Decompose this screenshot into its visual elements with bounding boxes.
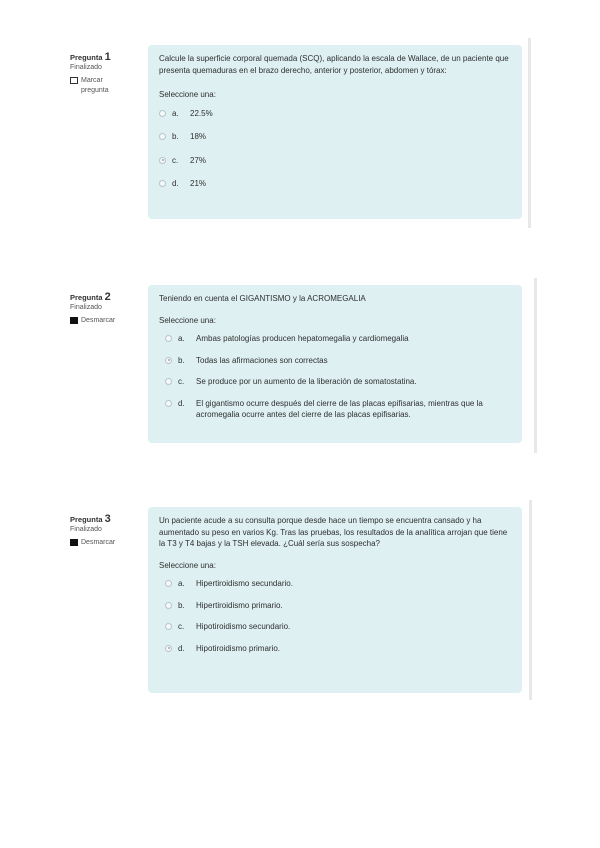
flag-outline-icon (70, 77, 78, 84)
question-state: Finalizado (70, 526, 102, 533)
answer-option-d[interactable]: d. El gigantismo ocurre después del cierre de las placas epifisarias, mientras que la acromegalia ocurre antes del cierre de las placas epifisarias. (165, 398, 512, 421)
answer-option-b[interactable]: b. Hipertiroidismo primario. (165, 600, 512, 612)
unflag-question-button[interactable] (70, 538, 138, 548)
radio-button[interactable] (165, 623, 172, 630)
radio-button[interactable] (165, 378, 172, 385)
select-prompt: Seleccione una: (159, 90, 216, 99)
question-info (70, 52, 138, 96)
question-text: Teniendo en cuenta el GIGANTISMO y la ACROMEGALIA (159, 294, 366, 303)
unflag-question-button[interactable] (70, 316, 138, 326)
question-text: Un paciente acude a su consulta porque desde hace un tiempo se encuentra cansado y ha aumentado su peso en varios Kg. Tras las pruebas, los resultados de la analítica arrojan que tiene la T3 y T4 bajas y la TSH elevada. ¿Cuál sería sus sospecha? (159, 516, 508, 548)
answer-option-c[interactable]: c. Hipotiroidismo secundario. (165, 621, 512, 633)
answer-option-a[interactable]: a. Ambas patologías producen hepatomegalia y cardiomegalia (165, 333, 512, 345)
answer-list (159, 333, 512, 421)
radio-button[interactable] (165, 400, 172, 407)
question-1 (70, 45, 532, 221)
answer-option-c[interactable]: c. 27% (159, 155, 512, 167)
radio-button[interactable] (159, 133, 166, 140)
question-number: Pregunta 2 (70, 291, 111, 303)
scroll-edge (534, 278, 537, 453)
question-content (148, 285, 522, 443)
radio-button-selected[interactable] (165, 357, 172, 364)
select-prompt: Seleccione una: (159, 315, 216, 325)
scroll-edge (528, 38, 531, 228)
radio-button[interactable] (165, 602, 172, 609)
answer-option-d[interactable]: d. 21% (159, 178, 512, 190)
answer-list (159, 578, 512, 654)
radio-button[interactable] (159, 180, 166, 187)
question-2 (70, 285, 532, 445)
flag-label: Desmarcar (81, 539, 116, 546)
question-info (70, 292, 138, 326)
flag-label: Desmarcar (81, 317, 116, 324)
scroll-edge (529, 500, 532, 700)
question-number: Pregunta 1 (70, 51, 111, 63)
flag-filled-icon (70, 317, 78, 324)
answer-option-d[interactable]: d. Hipotiroidismo primario. (165, 643, 512, 655)
question-state: Finalizado (70, 64, 102, 71)
radio-button-selected[interactable] (159, 157, 166, 164)
question-info (70, 514, 138, 548)
question-state: Finalizado (70, 304, 102, 311)
question-text: Calcule la superficie corporal quemada (SCQ), aplicando la escala de Wallace, de un paciente que presenta quemaduras en el brazo derecho, anterior y posterior, abdomen y tórax: (159, 54, 509, 75)
answer-option-c[interactable]: c. Se produce por un aumento de la liberación de somatostatina. (165, 376, 512, 388)
radio-button[interactable] (159, 110, 166, 117)
radio-button[interactable] (165, 335, 172, 342)
flag-question-button[interactable] (70, 76, 138, 96)
question-content (148, 45, 522, 219)
question-3 (70, 507, 532, 693)
select-prompt: Seleccione una: (159, 560, 216, 570)
answer-list (159, 108, 512, 190)
answer-option-a[interactable]: a. Hipertiroidismo secundario. (165, 578, 512, 590)
radio-button-selected[interactable] (165, 645, 172, 652)
question-number: Pregunta 3 (70, 513, 111, 525)
flag-filled-icon (70, 539, 78, 546)
answer-option-b[interactable]: b. Todas las afirmaciones son correctas (165, 355, 512, 367)
flag-label: Marcar pregunta (81, 77, 109, 94)
radio-button[interactable] (165, 580, 172, 587)
answer-option-b[interactable]: b. 18% (159, 131, 512, 143)
question-content (148, 507, 522, 693)
answer-option-a[interactable]: a. 22.5% (159, 108, 512, 120)
